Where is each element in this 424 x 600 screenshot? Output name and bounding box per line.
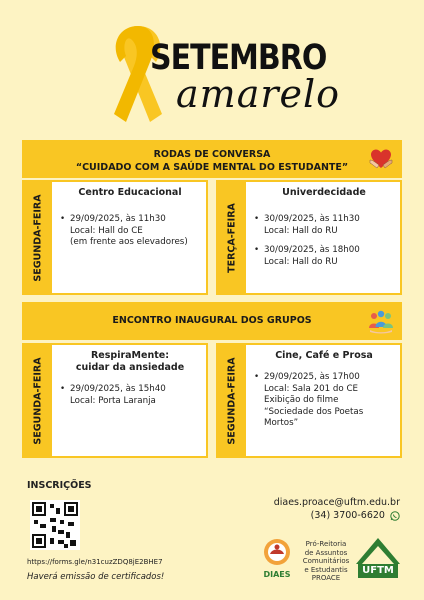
day-label: SEGUNDA-FEIRA	[24, 345, 52, 456]
section-1-subtitle: “CUIDADO COM A SAÚDE MENTAL DO ESTUDANTE”	[75, 162, 349, 173]
title-line-1: SETEMBRO	[150, 38, 327, 79]
qr-code-icon[interactable]	[30, 500, 80, 550]
uftm-logo-text: UFTM	[362, 565, 394, 576]
proace-logo-text: Pró-Reitoria de Assuntos Comunitários e Estudantis PROACE	[302, 540, 350, 582]
contact-phone: (34) 3700-6620	[311, 510, 400, 521]
registration-link[interactable]: https://forms.gle/n31cuzZDQ8jE2BHE7	[27, 558, 163, 566]
list-item: • 30/09/2025, às 18h00 Local: Hall do RU	[252, 245, 396, 268]
list-item: • 29/09/2025, às 11h30 Local: Hall do CE (em frente aos elevadores)	[58, 214, 202, 249]
header	[0, 0, 424, 130]
contact-email[interactable]: diaes.proace@uftm.edu.br	[273, 497, 400, 508]
event-card-cine-cafe-prosa	[216, 343, 402, 458]
list-item: • 29/09/2025, às 15h40 Local: Porta Laranja	[58, 384, 202, 407]
uftm-logo	[352, 534, 404, 580]
event-card-respiramente	[22, 343, 208, 458]
section-2-band	[22, 302, 402, 340]
event-card-univerdecidade	[216, 180, 402, 295]
heart-hands-icon	[368, 146, 394, 172]
card-title: Cine, Café e Prosa	[275, 350, 373, 361]
event-card-centro-educacional	[22, 180, 208, 295]
section-2-label: ENCONTRO INAUGURAL DOS GRUPOS	[112, 315, 312, 326]
day-label: SEGUNDA-FEIRA	[218, 345, 246, 456]
section-1-label: RODAS DE CONVERSA	[153, 149, 271, 160]
list-item: • 29/09/2025, às 17h00 Local: Sala 201 do CE Exibição do filme “Sociedade dos Poetas Mortos”	[252, 372, 396, 430]
day-label: SEGUNDA-FEIRA	[24, 182, 52, 293]
registration-heading: INSCRIÇÕES	[27, 480, 92, 491]
whatsapp-icon	[390, 511, 400, 521]
card-title: Univerdecidade	[282, 187, 366, 198]
day-label: TERÇA-FEIRA	[218, 182, 246, 293]
title-line-2: amarelo	[176, 72, 341, 116]
card-title: RespiraMente: cuidar da ansiedade	[75, 350, 185, 373]
list-item: • 30/09/2025, às 11h30 Local: Hall do RU	[252, 214, 396, 237]
certificate-note: Haverá emissão de certificados!	[27, 572, 165, 582]
group-people-icon	[368, 308, 394, 334]
section-1-band	[22, 140, 402, 178]
diaes-logo-text: DIAES	[263, 570, 291, 579]
card-title: Centro Educacional	[78, 187, 182, 198]
